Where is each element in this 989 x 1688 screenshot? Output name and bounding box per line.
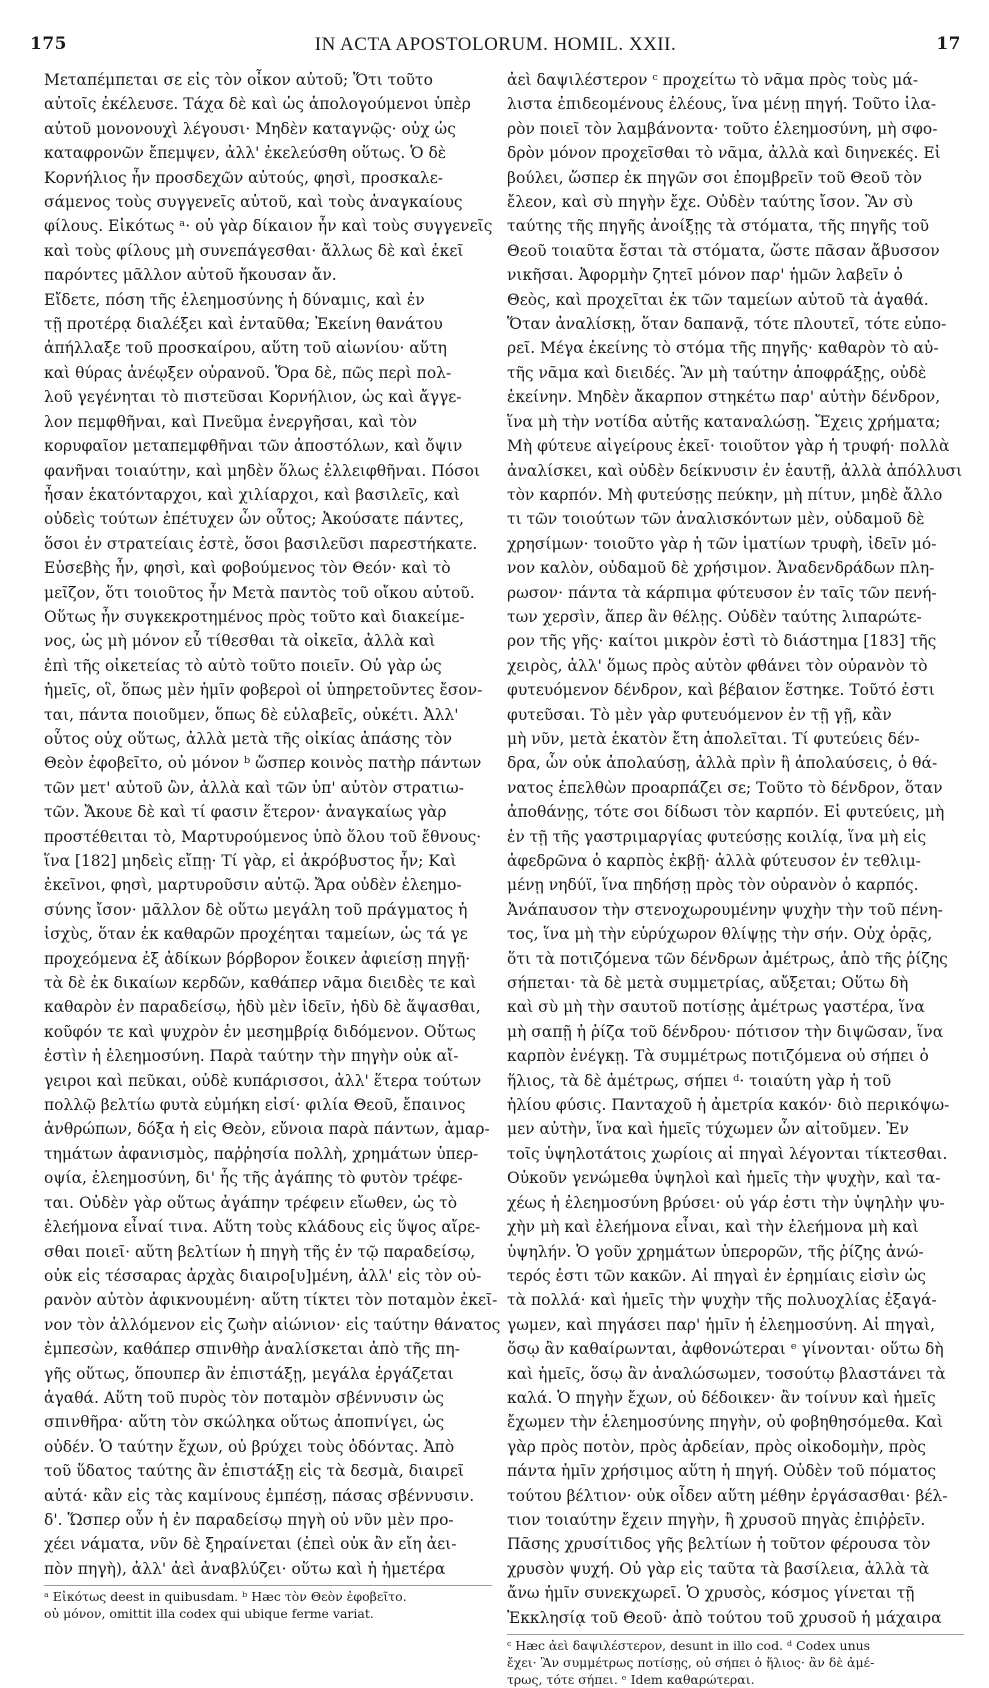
text-line: ἐν τῇ τῆς γαστριμαργίας φυτεύσῃς κοιλίᾳ, ἵνα μὴ εἰς — [507, 827, 927, 846]
text-line: Οὕτως ἦν συγκεκροτημένος πρὸς τοῦτο καὶ διακείμε- — [44, 607, 465, 626]
text-line: Μεταπέμπεται σε εἰς τὸν οἶκον αὐτοῦ; Ὅτι τοῦτο — [44, 71, 433, 89]
text-line: καὶ τοὺς φίλους μὴ συνεπάγεσθαι· ἄλλως δὲ καὶ ἐκεῖ — [44, 241, 464, 260]
text-line: ται, πάντα ποιοῦμεν, ὅπως δὲ εὐλαβεῖς, οὐκέτι. Ἀλλ' — [44, 705, 459, 724]
text-line: ὅσοι ἐν στρατείαις ἐστὲ, ὅσοι βασιλεῦσι παρεστήκατε. — [44, 534, 478, 553]
text-line: ἥλιος, τὰ δὲ ἀμέτρως, σήπει ᵈ· τοιαύτη γὰρ ἡ τοῦ — [507, 1071, 892, 1090]
text-line: ἐμπεσὼν, καθάπερ σπινθὴρ ἀναλίσκεται ἀπὸ τῆς πη- — [44, 1340, 460, 1359]
text-line: κοῦφόν τε καὶ ψυχρὸν ἐν μεσημβρίᾳ διδόμενον. Οὕτως — [44, 1022, 476, 1041]
text-line: χρησίμων· τοιοῦτο γὰρ ἡ τῶν ἱματίων τρυφὴ, ἰδεῖν μό- — [507, 534, 937, 553]
text-line: τὰ δὲ ἐκ δικαίων κερδῶν, καθάπερ νᾶμα διειδὲς τε καὶ — [44, 974, 477, 993]
text-line: Ἐκκλησίᾳ τοῦ Θεοῦ· ἀπὸ τούτου τοῦ χρυσοῦ ἡ μάχαιρα — [507, 1608, 942, 1627]
text-line: γὰρ πρὸς ποτὸν, πρὸς ἀρδείαν, πρὸς οἰκοδομὴν, πρὸς — [507, 1437, 926, 1456]
text-line: μεῖζον, ὅτι τοιοῦτος ἦν Μετὰ παντὸς τοῦ οἴκου αὐτοῦ. — [44, 583, 475, 602]
text-line: ρωσον· πάντα τὰ κάρπιμα φύτευσον ἐν ταῖς τῶν πενή- — [507, 583, 937, 602]
left-column — [44, 68, 501, 1622]
footnote-line: ᵃ Εἰκότως deest in quibusdam. ᵇ Hæc τὸν Θεὸν ἐφοβεῖτο. — [44, 1589, 407, 1605]
text-line: βούλει, ὥσπερ ἐκ πηγῶν σοι ἐπομβρεῖν τοῦ Θεοῦ τὸν — [507, 168, 922, 187]
text-line: ὅτι τὰ ποτιζόμενα τῶν δένδρων ἀμέτρως, ἀπὸ τῆς ῥίζης — [507, 949, 948, 968]
text-line: γῆς οὕτως, ὅπουπερ ἂν ἐπιστάξῃ, μεγάλα ἐργάζεται — [44, 1364, 454, 1383]
text-line: καρπὸν ἐνέγκῃ. Τὰ συμμέτρως ποτιζόμενα οὐ σήπει ὁ — [507, 1047, 929, 1066]
text-line: πολλῷ βελτίω φυτὰ εὐμήκη εἰσί· φιλία Θεοῦ, ἔπαινος — [44, 1096, 466, 1115]
text-line: φυτεῦσαι. Τὸ μὲν γὰρ φυτευόμενον ἐν τῇ γῇ, κἂν — [507, 705, 892, 724]
text-line: Θεοῦ τοιαῦτα ἔσται τὰ στόματα, ὥστε πᾶσαν ἄβυσσον — [507, 241, 940, 260]
text-line: ἀφεδρῶνα ὁ καρπὸς ἐκβῇ· ἀλλὰ φύτευσον ἐν τεθλιμ- — [507, 852, 921, 870]
text-line: νος, ὡς μὴ μόνον εὖ τίθεσθαι τὰ οἰκεῖα, ἀλλὰ καὶ — [44, 632, 436, 651]
text-line: Εἴδετε, πόση τῆς ἐλεημοσύνης ἡ δύναμις, καὶ ἐν — [44, 290, 425, 309]
text-line: ὅσῳ ἂν καθαίρωνται, ἀφθονώτεραι ᵉ γίνονται· οὕτω δὴ — [507, 1340, 944, 1359]
text-line: χὴν μὴ καὶ ἐλεήμονα εἶναι, καὶ τὴν ἐλεήμονα μὴ καὶ — [507, 1218, 919, 1237]
text-line: οὗτος οὐχ οὕτως, ἀλλὰ μετὰ τῆς οἰκίας ἁπάσης τὸν — [44, 729, 453, 748]
text-line: τῆς νᾶμα καὶ διειδές. Ἂν μὴ ταύτην ἀποφράξῃς, οὐδὲ — [507, 363, 927, 382]
footnote-line: οὐ μόνον, omittit illa codex qui ubique ferme variat. — [44, 1606, 374, 1622]
text-line: καθαρὸν ἐν παραδείσῳ, ἡδὺ μὲν ἰδεῖν, ἡδὺ δὲ ἅψασθαι, — [44, 998, 481, 1017]
footnote-line: τρως, τότε σήπει. ᵉ Idem καθαρώτεραι. — [507, 1672, 755, 1687]
text-line: ρὸν ποιεῖ τὸν λαμβάνοντα· τοῦτο ἐλεημοσύνη, μὴ σφο- — [507, 119, 938, 138]
footnote-line: ᶜ Hæc ἀεὶ δαψιλέστερον, desunt in illo cod. ᵈ Codex unus — [507, 1638, 871, 1653]
text-line: Ἀνάπαυσον τὴν στενοχωρουμένην ψυχὴν τὴν τοῦ πένη- — [507, 900, 943, 919]
text-line: καταφρονῶν ἔπεμψεν, ἀλλ' ἐκελεύσθη οὕτως. Ὁ δὲ — [44, 144, 447, 163]
text-line: αὐτοῖς ἐκέλευσε. Τάχα δὲ καὶ ὡς ἀπολογούμενοι ὑπὲρ — [44, 95, 471, 114]
text-line: χέει νάματα, νῦν δὲ ξηραίνεται (ἐπεὶ οὐκ ἂν εἴη ἀει- — [44, 1535, 457, 1554]
footnote-line: ἔχει· Ἂν συμμέτρως ποτίσῃς, οὐ σήπει ὁ ἥλιος· ἂν δὲ ἀμέ- — [507, 1655, 875, 1670]
text-line: νικῆσαι. Ἀφορμὴν ζητεῖ μόνον παρ' ἡμῶν λαβεῖν ὁ — [507, 266, 903, 285]
page-number-left: 175 — [30, 34, 67, 54]
text-line: χειρὸς, ἀλλ' ὅμως πρὸς αὐτὸν φθάνει τὸν οὐρανὸν τὸ — [507, 656, 928, 675]
text-line: νατος ἐπελθὼν προαρπάζει σε; Τοῦτο τὸ δένδρον, ὅταν — [507, 778, 943, 797]
text-line: παρόντες μᾶλλον αὐτοῦ ἤκουσαν ἄν. — [44, 266, 337, 285]
text-line: οὐδέν. Ὁ ταύτην ἔχων, οὐ βρύχει τοὺς ὀδόντας. Ἀπὸ — [44, 1437, 455, 1456]
text-line: τοῦ ὕδατος ταύτης ἂν ἐπιστάξῃ εἰς τὰ δεσμὰ, διαιρεῖ — [44, 1462, 464, 1481]
text-line: καλά. Ὁ πηγὴν ἔχων, οὐ δέδοικεν· ἂν τοίνυν καὶ ἡμεῖς — [507, 1388, 936, 1407]
text-line: καὶ θύρας ἀνέῳξεν οὐρανοῦ. Ὅρα δὲ, πῶς περὶ πολ- — [44, 363, 452, 382]
text-line: ἔλεον, καὶ σὺ πηγὴν ἔχε. Οὐδὲν ταύτης ἴσον. Ἂν σὺ — [507, 193, 913, 212]
text-line: Ὅταν ἀναλίσκῃ, ὅταν δαπανᾷ, τότε πλουτεῖ, τότε εὐπο- — [507, 315, 947, 334]
text-line: καὶ σὺ μὴ τὴν σαυτοῦ ποτίσῃς ἀμέτρως γαστέρα, ἵνα — [507, 998, 925, 1017]
right-footnotes — [507, 1634, 964, 1688]
text-line: λιστα ἐπιδεομένους ἐλέους, ἵνα μένῃ πηγή. Τοῦτο ἱλα- — [507, 95, 937, 114]
text-line: φίλους. Εἰκότως ᵃ· οὐ γὰρ δίκαιον ἦν καὶ τοὺς συγγενεῖς — [44, 217, 493, 236]
text-line: νον τὸν ἁλλόμενον εἰς ζωὴν αἰώνιον· εἰς ταύτην θάνατος — [44, 1315, 501, 1334]
text-line: ἰσχὺς, ὅταν ἐκ καθαρῶν προχέηται ταμείων, ὡς τά γε — [44, 925, 468, 944]
text-line: τερός ἐστι τῶν κακῶν. Αἱ πηγαὶ ἐν ἐρημίαις εἰσὶν ὡς — [507, 1266, 926, 1285]
text-line: φανῆναι τοιαύτην, καὶ μηδὲν ὅλως ἐλλειφθῆναι. Πόσοι — [44, 461, 481, 480]
text-line: μένῃ νηδύϊ, ἵνα πηδήσῃ πρὸς τὸν οὐρανὸν ὁ καρπός. — [507, 876, 919, 895]
text-line: τούτου βέλτιον· οὐκ οἶδεν αὕτη μέθην ἐργάσασθαι· βέλ- — [507, 1486, 948, 1505]
text-line: ρεῖ. Μέγα ἐκείνης τὸ στόμα τῆς πηγῆς· καθαρὸν τὸ αὐ- — [507, 339, 939, 358]
text-line: αὐτά· κἂν εἰς τὰς καμίνους ἐμπέσῃ, πάσας σβέννυσιν. — [44, 1486, 475, 1505]
right-column-text — [507, 68, 964, 1630]
text-line: δρα, ὧν οὐκ ἀπολαύσῃ, ἀλλὰ πρὶν ἢ ἀπολαύσεις, ὁ θά- — [507, 754, 938, 773]
text-line: ἄνω ἡμῖν συνεκχωρεῖ. Ὁ χρυσὸς, κόσμος γίνεται τῇ — [507, 1584, 915, 1603]
text-line: ἦσαν ἑκατόνταρχοι, καὶ χιλίαρχοι, καὶ βασιλεῖς, καὶ — [44, 485, 461, 504]
text-line: οὐκ εἰς τέσσαρας ἀρχὰς διαιρο[υ]μένη, ἀλλ' εἰς τὸν οὐ- — [44, 1266, 482, 1285]
text-line: τι τῶν τοιούτων τῶν ἀναλισκόντων μὲν, οὐδαμοῦ δὲ — [507, 510, 925, 529]
left-footnotes — [44, 1585, 492, 1622]
text-line: φυτευόμενον δένδρον, καὶ βέβαιον ἕστηκε. Τοῦτό ἐστι — [507, 681, 935, 700]
text-line: ἐκεῖνοι, φησὶ, μαρτυροῦσιν αὐτῷ. Ἄρα οὐδὲν ἐλεημο- — [44, 876, 462, 895]
text-line: τημάτων ἀφανισμὸς, παῤῥησία πολλὴ, χρημάτων ὑπερ- — [44, 1144, 479, 1163]
text-line: ἔχωμεν τὴν ἐλεημοσύνης πηγὴν, οὐ φοβηθησόμεθα. Καὶ — [507, 1413, 944, 1432]
left-column-text — [44, 68, 501, 1581]
text-line: μὴ νῦν, μετὰ ἑκατὸν ἔτη ἀπολεῖται. Τί φυτεύεις δέν- — [507, 729, 920, 748]
text-line: ἡλίου φύσις. Πανταχοῦ ἡ ἀμετρία κακόν· διὸ περικόψω- — [507, 1096, 950, 1115]
text-line: ἀεὶ δαψιλέστερον ᶜ προχείτω τὸ νᾶμα πρὸς τοὺς μά- — [507, 71, 919, 89]
text-line: κορυφαῖον μεταπεμφθῆναι τῶν ἀποστόλων, καὶ ὄψιν — [44, 437, 463, 456]
text-line: σάμενος τοὺς συγγενεῖς αὐτοῦ, καὶ τοὺς ἀναγκαίους — [44, 193, 463, 212]
text-line: τῇ προτέρᾳ διαλέξει καὶ ἐνταῦθα; Ἐκείνη θανάτου — [44, 315, 443, 334]
text-line: τος, ἵνα μὴ τὴν εὐρύχωρον θλίψῃς τὴν σήν. Οὐχ ὁρᾷς, — [507, 925, 933, 944]
page-number-right: 17 — [936, 34, 961, 54]
text-line: γωμεν, καὶ πηγάσει παρ' ἡμῖν ἡ ἐλεημοσύνη. Αἱ πηγαὶ, — [507, 1315, 936, 1334]
text-line: λον πεμφθῆναι, καὶ Πνεῦμα ἐνεργῆσαι, καὶ τὸν — [44, 412, 418, 431]
text-line: ρον τῆς γῆς· καίτοι μικρὸν ἐστὶ τὸ διάστημα [183] τῆς — [507, 632, 937, 651]
text-line: λοῦ γεγένηται τὸ πιστεῦσαι Κορνήλιον, ὡς καὶ ἄγγε- — [44, 388, 462, 407]
text-line: Θεὸν ἐφοβεῖτο, οὐ μόνον ᵇ ὥσπερ κοινὸς πατὴρ πάντων — [44, 754, 482, 773]
text-line: ἐκείνην. Μηδὲν ἄκαρπον στηκέτω παρ' αὐτὴν δένδρον, — [507, 388, 941, 407]
text-line: τῶν. Ἄκουε δὲ καὶ τί φασιν ἕτερον· ἀναγκαίως γὰρ — [44, 803, 447, 822]
text-line: ἐλεήμονα εἶναί τινα. Αὕτη τοὺς κλάδους εἰς ὕψος αἴρε- — [44, 1218, 481, 1237]
text-line: ἀπήλλαξε τοῦ προσκαίρου, αὕτη τοῦ αἰωνίου· αὕτη — [44, 339, 447, 358]
text-line: ἀγαθά. Αὕτη τοῦ πυρὸς τὸν ποταμὸν σβέννυσιν ὡς — [44, 1388, 444, 1407]
text-line: προχεόμενα ἐξ ἀδίκων βόρβορον ἔοικεν ἀφιείσῃ πηγῇ· — [44, 949, 471, 968]
text-line: οψία, ἐλεημοσύνη, δι' ἧς τῆς ἀγάπης τὸ φυτὸν τρέφε- — [44, 1169, 463, 1188]
text-line: τῶν μετ' αὐτοῦ ὢν, ἀλλὰ καὶ τῶν ὑπ' αὐτὸν στρατιω- — [44, 778, 464, 797]
text-line: σθαι ποιεῖ· αὕτη βελτίων ἡ πηγὴ τῆς ἐν τῷ παραδείσῳ, — [44, 1242, 476, 1261]
text-line: ἡμεῖς, οἳ, ὅπως μὲν ἡμῖν φοβεροὶ οἱ ὑπηρετοῦντες ἔσον- — [44, 681, 483, 700]
text-line: Πᾶσης χρυσίτιδος γῆς βελτίων ἡ τοῦτον φέρουσα τὸν — [507, 1535, 931, 1554]
text-line: των χερσὶν, ἅπερ ἂν θέλῃς. Οὐδὲν ταύτης λιπαρώτε- — [507, 607, 922, 626]
text-line: ἐπὶ τῆς οἰκετείας τὸ αὐτὸ τοῦτο ποιεῖν. Οὐ γὰρ ὡς — [44, 656, 442, 675]
text-line: ἀνθρώπων, δόξα ἡ εἰς Θεὸν, εὔνοια παρὰ πάντων, ἁμαρ- — [44, 1120, 490, 1139]
text-line: τὰ πολλά· καὶ ἡμεῖς τὴν ψυχὴν τῆς πολυοχλίας ἐξαγά- — [507, 1291, 937, 1310]
text-line: νον καλὸν, οὐδαμοῦ δὲ χρήσιμον. Ἀναδενδράδων πλη- — [507, 559, 935, 578]
text-line: πάντα ἡμῖν χρήσιμος αὕτη ἡ πηγή. Οὐδὲν τοῦ πόματος — [507, 1462, 937, 1481]
text-line: αὐτοῦ μονονουχὶ λέγουσι· Μηδὲν καταγνῷς· οὐχ ὡς — [44, 119, 456, 138]
text-line: τὸν καρπόν. Μὴ φυτεύσῃς πεύκην, μὴ πίτυν, μηδὲ ἄλλο — [507, 485, 943, 504]
text-line: καὶ ἡμεῖς, ὅσῳ ἂν ἀναλώσωμεν, τοσούτῳ βλαστάνει τὰ — [507, 1364, 946, 1383]
running-title: IN ACTA APOSTOLORUM. HOMIL. XXII. — [314, 34, 677, 55]
text-line: ἀναλίσκει, καὶ οὐδὲν δείκνυσιν ἐν ἑαυτῇ, ἀλλὰ ἀπόλλυσι — [507, 461, 963, 480]
text-line: ἵνα [182] μηδεὶς εἴπῃ· Τί γὰρ, εἰ ἀκρόβυστος ἦν; Καὶ — [44, 852, 457, 870]
text-line: γειροι καὶ πεῦκαι, οὐδὲ κυπάρισσοι, ἀλλ' ἕτερα τούτων — [44, 1071, 482, 1090]
text-line: δρὸν μόνον προχεῖσθαι τὸ νᾶμα, ἀλλὰ καὶ διηνεκές. Εἰ — [507, 144, 941, 163]
text-line: ται. Οὐδὲν γὰρ οὕτως ἀγάπην τρέφειν εἴωθεν, ὡς τὸ — [44, 1193, 458, 1212]
text-line: προστέθειται τὸ, Μαρτυρούμενος ὑπὸ ὅλου τοῦ ἔθνους· — [44, 827, 482, 846]
text-line: ταύτης τῆς πηγῆς ἀνοίξῃς τὰ στόματα, τῆς πηγῆς τοῦ — [507, 217, 930, 236]
text-line: χρυσὸν ψυχή. Οὐ γὰρ εἰς ταῦτα τὰ βασίλεια, ἀλλὰ τὰ — [507, 1559, 930, 1578]
text-line: Κορνήλιος ἦν προσδεχῶν αὐτούς, φησὶ, προσκαλε- — [44, 168, 444, 187]
text-line: χέως ἡ ἐλεημοσύνη βρύσει· οὐ γάρ ἐστι τὴν ὑψηλὴν ψυ- — [507, 1193, 945, 1212]
text-line: Μὴ φύτευε αἰγείρους ἐκεῖ· τοιοῦτον γὰρ ἡ τρυφή· πολλὰ — [507, 437, 950, 456]
text-line: σύνης ἴσον· μᾶλλον δὲ οὕτω μεγάλη τοῦ πράγματος ἡ — [44, 900, 468, 919]
page-header — [30, 34, 961, 62]
text-line: μεν αὐτὴν, ἵνα καὶ ἡμεῖς τύχωμεν ὧν αἰτοῦμεν. Ἐν — [507, 1120, 909, 1139]
text-line: ὑψηλήν. Ὁ γοῦν χρημάτων ὑπερορῶν, τῆς ῥίζης ἀνώ- — [507, 1242, 924, 1261]
text-line: σήπεται· τὰ δὲ μετὰ συμμετρίας, αὔξεται; Οὕτω δὴ — [507, 974, 909, 993]
text-line: πὸν πηγὴ), ἀλλ' ἀεὶ ἀναβλύζει· οὕτω καὶ ἡ ἡμετέρα — [44, 1559, 446, 1578]
text-line: μὴ σαπῇ ἡ ῥίζα τοῦ δένδρου· πότισον τὴν διψῶσαν, ἵνα — [507, 1022, 944, 1041]
text-line: Οὐκοῦν γενώμεθα ὑψηλοὶ καὶ ἡμεῖς τὴν ψυχὴν, καὶ τα- — [507, 1169, 941, 1188]
text-line: τοῖς ὑψηλοτάτοις χωρίοις αἱ πηγαὶ λέγονται τίκτεσθαι. — [507, 1144, 948, 1163]
text-line: Εὐσεβὴς ἦν, φησὶ, καὶ φοβούμενος τὸν Θεόν· καὶ τὸ — [44, 559, 451, 578]
text-line: ἐστὶν ἡ ἐλεημοσύνη. Παρὰ ταύτην τὴν πηγὴν οὐκ αἴ- — [44, 1047, 459, 1066]
text-line: δ'. Ὥσπερ οὖν ἡ ἐν παραδείσῳ πηγὴ οὐ νῦν μὲν προ- — [44, 1510, 454, 1529]
text-line: ἀποθάνῃς, τότε σοι δίδωσι τὸν καρπόν. Εἰ φυτεύεις, μὴ — [507, 803, 945, 822]
right-column — [507, 68, 964, 1687]
text-line: οὐδεὶς τούτων ἐπέτυχεν ὧν οὗτος; Ἀκούσατε πάντες, — [44, 510, 464, 529]
text-line: τιον τοιαύτην ἔχειν πηγὴν, ἢ χρυσοῦ πηγὰς ἐπιῤῥεῖν. — [507, 1510, 926, 1529]
text-line: ἵνα μὴ τὴν νοτίδα αὐτῆς καταναλώσῃ. Ἔχεις χρήματα; — [507, 412, 941, 431]
text-line: σπινθῆρα· αὕτη τὸν σκώληκα οὕτως ἀποπνίγει, ὡς — [44, 1413, 445, 1432]
text-line: ρανὸν αὐτὸν ἀφικνουμένη· αὕτη τίκτει τὸν ποταμὸν ἐκεῖ- — [44, 1291, 498, 1310]
text-line: Θεὸς, καὶ προχεῖται ἐκ τῶν ταμείων αὐτοῦ τὰ ἀγαθά. — [507, 290, 929, 309]
